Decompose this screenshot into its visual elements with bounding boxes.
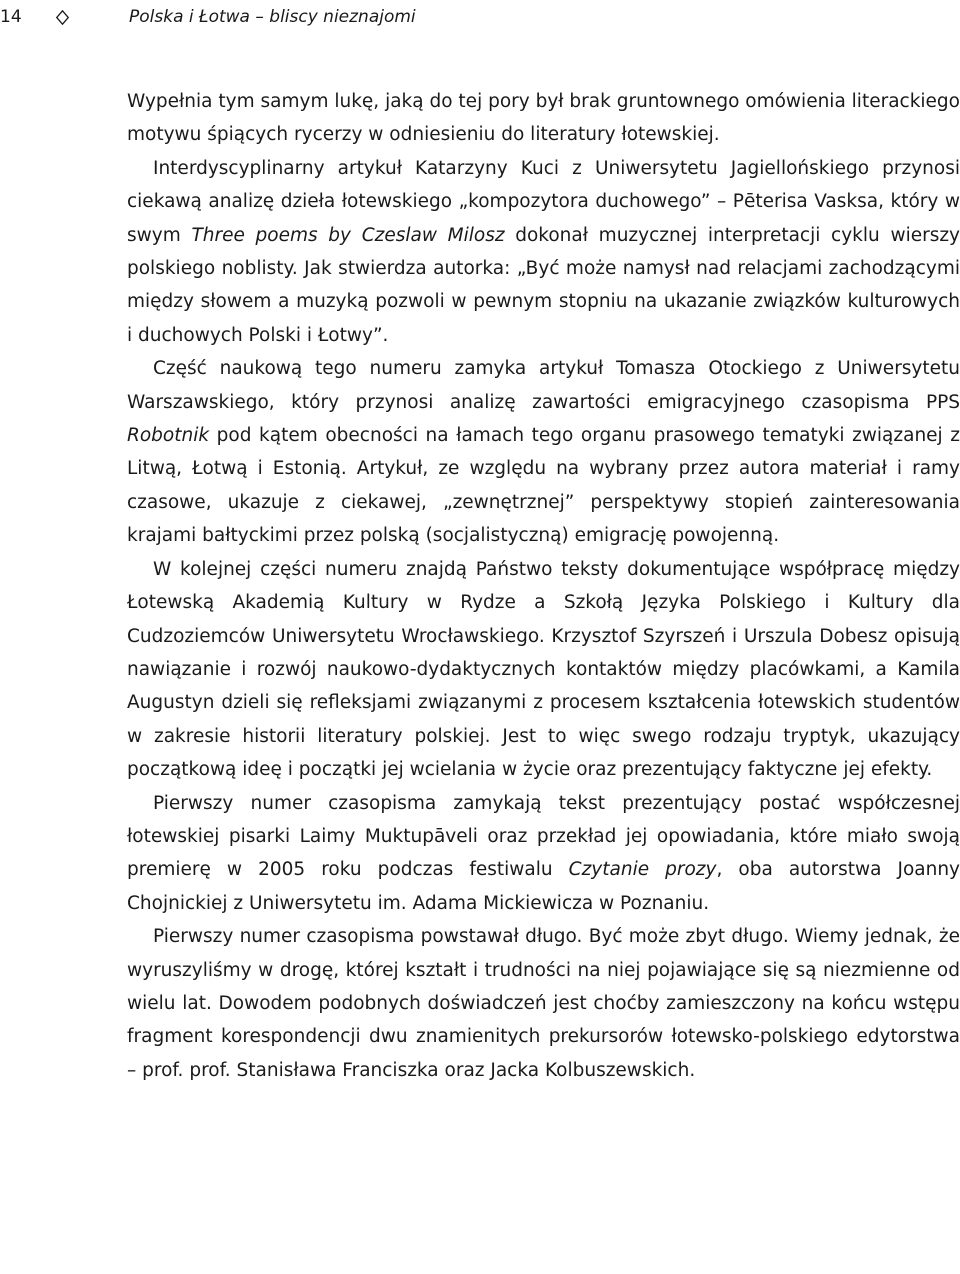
work-title-three-poems: Three poems by Czeslaw Milosz — [191, 224, 505, 246]
paragraph-4: W kolejnej części numeru znajdą Państwo teksty dokumentujące współpracę między Łotewską Akademią Kultury w Rydze a Szkołą Języka Polskiego i Kultury dla Cudzoziemców Uniwersytetu Wrocławskiego. Krzysztof Szyrszeń i Urszula Dobesz opisują nawiązanie i rozwój naukowo-dydaktycznych kontaktów między placówkami, a Kamila Augustyn dzieli się refleksjami związanymi z procesem kształcenia łotewskich studentów w zakresie historii literatury polskiej. Jest to więc swego rodzaju tryptyk, ukazujący początkową ideę i początki jej wcielania w życie oraz prezentujący faktyczne jej efekty. — [127, 558, 960, 781]
paragraph-1: Wypełnia tym samym lukę, jaką do tej pory był brak gruntownego omówienia literackiego motywu śpiących rycerzy w odniesieniu do literatury łotewskiej. — [127, 91, 960, 146]
paragraph-2 — [127, 152, 960, 352]
article-body — [127, 85, 960, 1087]
paragraph-3 — [127, 352, 960, 552]
paragraph-5-part-a: Pierwszy numer czasopisma zamykają tekst prezentujący postać współczesnej łotewskiej pisarki Laimy Muktupāveli oraz przekład jej opowiadania, które miało swoją premierę w 2005 roku podczas festiwalu — [127, 792, 960, 881]
paragraph-6: Pierwszy numer czasopisma powstawał długo. Być może zbyt długo. Wiemy jednak, że wyruszyliśmy w drogę, której kształt i trudności na niej pojawiające się są niezmienne od wielu lat. Dowodem podobnych doświadczeń jest choćby zamieszczony na końcu wstępu fragment korespondencji dwu znamienitych prekursorów łotewsko-polskiego edytorstwa – prof. prof. Stanisława Franciszka oraz Jacka Kolbuszewskich. — [127, 926, 960, 1081]
paragraph-3-part-b: pod kątem obecności na łamach tego organu prasowego tematyki związanej z Litwą, Łotwą i Estonią. Artykuł, ze względu na wybrany przez autora materiał i ramy czasowe, ukazuje z ciekawej, „zewnętrznej” perspektywy stopień zainteresowania krajami bałtyckimi przez polską (socjalistyczną) emigrację powojenną. — [127, 425, 960, 547]
paragraph-2-part-b: dokonał muzycznej interpretacji cyklu wierszy polskiego noblisty. Jak stwierdza autorka: „Być może namysł nad relacjami zachodzącymi między słowem a muzyką pozwoli w pewnym stopniu na ukazanie związków kulturowych i duchowych Polski i Łotwy”. — [127, 224, 960, 346]
paragraph-5 — [127, 787, 960, 921]
periodical-title-robotnik: Robotnik — [127, 425, 210, 447]
festival-title-czytanie-prozy: Czytanie prozy — [568, 859, 717, 881]
page-number: 14 — [0, 7, 22, 27]
paragraph-5-part-b: , oba autorstwa Joanny Chojnickiej z Uniwersytetu im. Adama Mickiewicza w Poznaniu. — [127, 859, 960, 914]
diamond-outline-icon — [56, 10, 69, 25]
paragraph-3-part-a: Część naukową tego numeru zamyka artykuł Tomasza Otockiego z Uniwersytetu Warszawskiego, który przynosi analizę zawartości emigracyjnego czasopisma PPS — [127, 358, 960, 413]
running-title: Polska i Łotwa – bliscy nieznajomi — [129, 7, 416, 27]
paragraph-2-part-a: Interdyscyplinarny artykuł Katarzyny Kuci z Uniwersytetu Jagiellońskiego przynosi ciekawą analizę dzieła łotewskiego „kompozytora duchowego” – Pēterisa Vasksa, który w swym — [127, 157, 960, 246]
